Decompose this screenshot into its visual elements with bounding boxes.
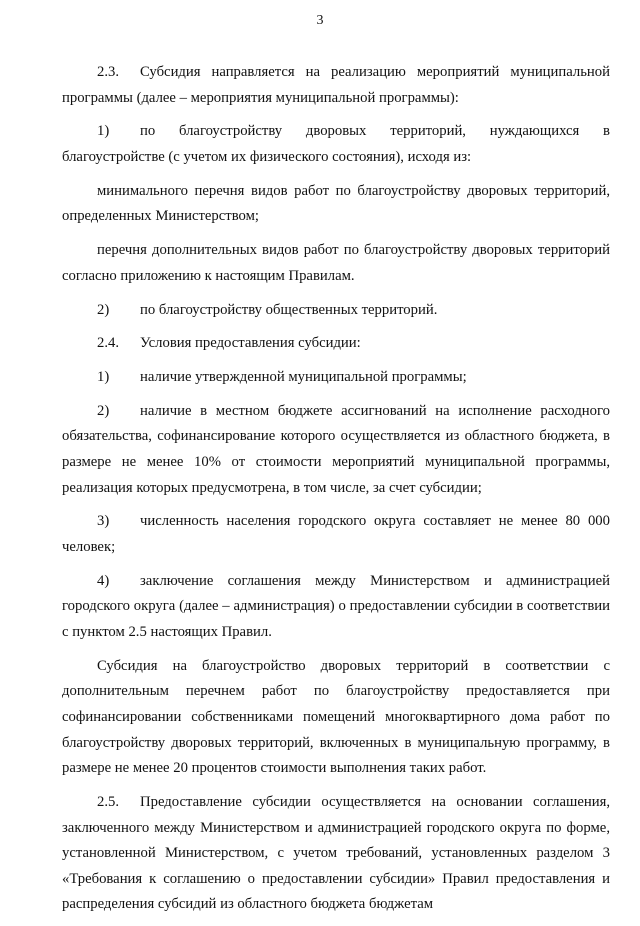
paragraph-text: Предоставление субсидии осуществляется на основании соглашения, заключенного между Министерством и администрацией городского округа по форме, установленной Министерством, с учетом требований, установленных разделом 3 «Требования к соглашению о предоставлении субсидии» Правил предоставления и распределения субсидий из областного бюджета бюджетам bbox=[62, 793, 610, 913]
paragraph-number: 2) bbox=[97, 402, 110, 419]
paragraph-text: по благоустройству дворовых территорий, нуждающихся в благоустройстве (с учетом их физического состояния), исходя из: bbox=[62, 123, 610, 165]
paragraph-number: 1) bbox=[97, 123, 110, 140]
paragraph-text: численность населения городского округа составляет не менее 80 000 человек; bbox=[62, 513, 610, 555]
paragraph-text: Субсидия на благоустройство дворовых территорий в соответствии с дополнительным перечнем работ по благоустройству предоставляется при софинансировании собственниками помещений многоквартирного дома работ по благоустройству дворовых территорий, включенных в муниципальную программу, в размере не менее 20 процентов стоимости выполнения таких работ. bbox=[62, 657, 610, 777]
paragraph-text: наличие в местном бюджете ассигнований на исполнение расходного обязательства, софинансирование которого осуществляется из областного бюджета, в размере не менее 10% от стоимости мероприятий муниципальной программы, реализация которых предусмотрена, в том числе, за счет субсидии; bbox=[62, 402, 610, 496]
paragraph-2-3-item-2 bbox=[62, 298, 610, 324]
paragraph-2-4-item-4 bbox=[62, 569, 610, 646]
paragraph-2-4 bbox=[62, 331, 610, 357]
paragraph-text: заключение соглашения между Министерством и администрацией городского округа (далее – администрация) о предоставлении субсидии в соответствии с пунктом 2.5 настоящих Правил. bbox=[62, 572, 610, 640]
paragraph-additional-list bbox=[62, 238, 610, 289]
paragraph-number: 2.4. bbox=[97, 335, 120, 352]
paragraph-cofinancing bbox=[62, 654, 610, 782]
paragraph-number: 2.5. bbox=[97, 793, 120, 810]
paragraph-2-4-item-1 bbox=[62, 365, 610, 391]
paragraph-number: 2.3. bbox=[97, 64, 120, 80]
page-number: 3 bbox=[316, 13, 324, 28]
paragraph-number: 1) bbox=[97, 369, 110, 386]
paragraph-number: 4) bbox=[97, 572, 110, 589]
paragraph-2-5 bbox=[62, 790, 610, 918]
paragraph-number: 2) bbox=[97, 301, 110, 318]
paragraph-2-3 bbox=[62, 60, 610, 111]
paragraph-text: Условия предоставления субсидии: bbox=[140, 335, 361, 352]
paragraph-2-3-item-1 bbox=[62, 119, 610, 170]
document-body bbox=[62, 60, 610, 926]
paragraph-2-4-item-2 bbox=[62, 399, 610, 501]
paragraph-text: минимального перечня видов работ по благоустройству дворовых территорий, определенных Министерством; bbox=[62, 182, 610, 225]
paragraph-2-4-item-3 bbox=[62, 509, 610, 560]
paragraph-text: наличие утвержденной муниципальной программы; bbox=[140, 369, 467, 386]
paragraph-number: 3) bbox=[97, 513, 110, 530]
paragraph-text: Субсидия направляется на реализацию мероприятий муниципальной программы (далее – мероприятия муниципальной программы): bbox=[62, 64, 610, 106]
paragraph-text: по благоустройству общественных территорий. bbox=[140, 301, 438, 318]
paragraph-text: перечня дополнительных видов работ по благоустройству дворовых территорий согласно приложению к настоящим Правилам. bbox=[62, 242, 610, 284]
paragraph-minimal-list bbox=[62, 179, 610, 230]
